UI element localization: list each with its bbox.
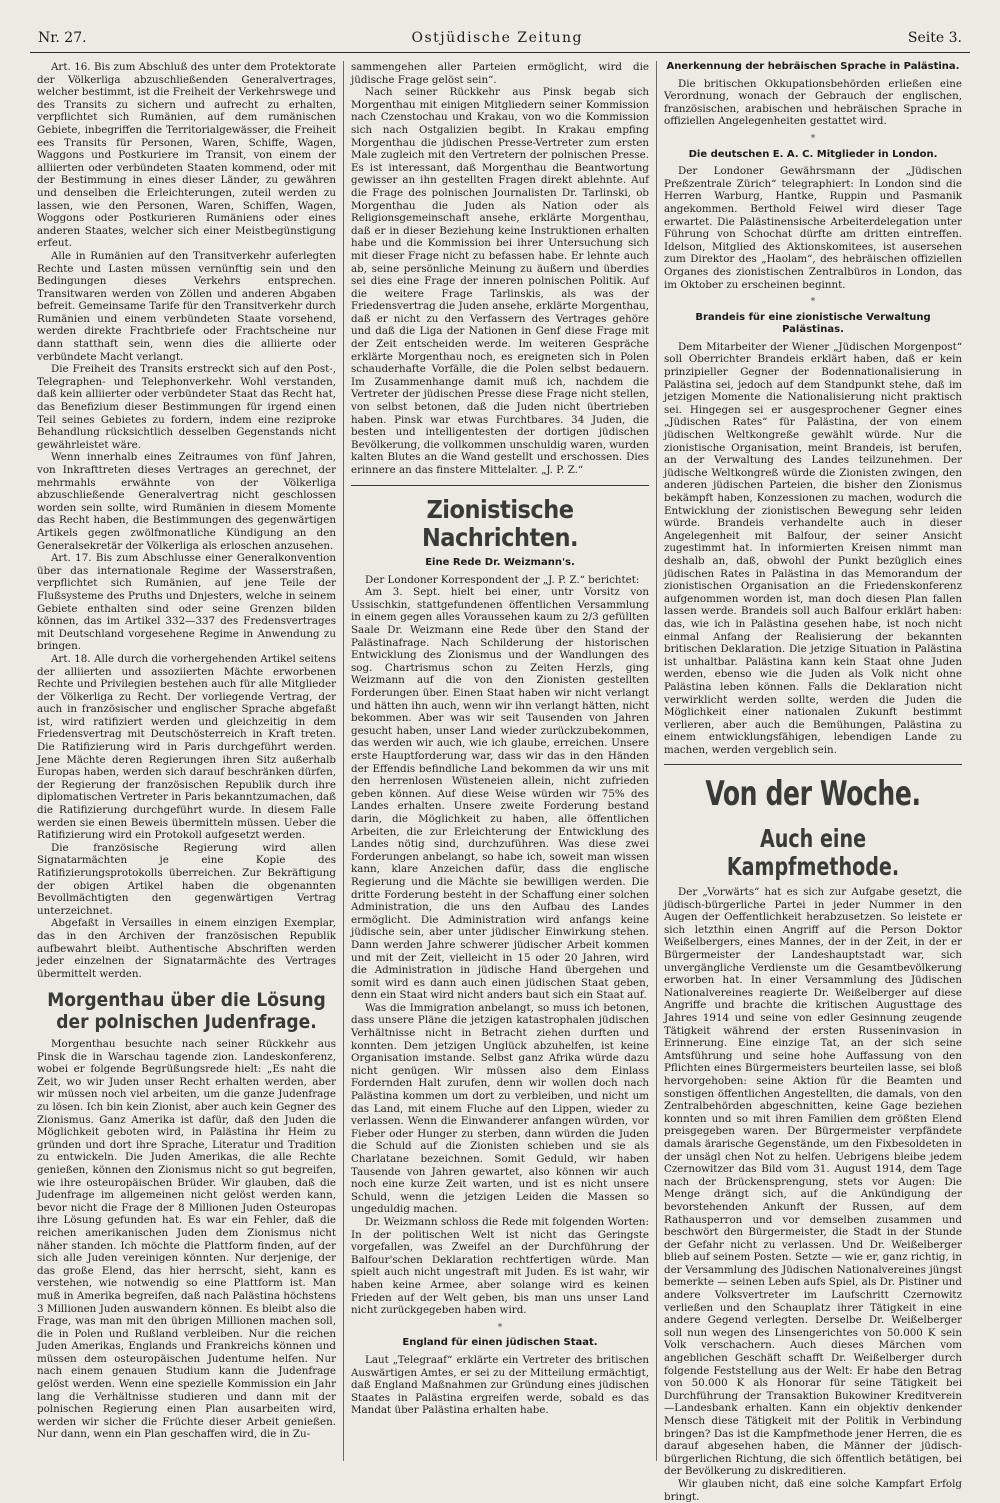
masthead bbox=[30, 30, 970, 53]
article-16-text-4: Wenn innerhalb eines Zeitraumes von fünf Jahren, von Inkrafttreten dieses Vertrages an gerechnet, der mehrmahls erwähnte von der Völkerliga abzuschließende Generalvertrag nicht geschlossen worden sein sollte, wird Rumänien in diesem Momente das Recht haben, die Bestimmungen des gegenwärtigen Artikels gegen zwölfmonatliche Kündigung an den Generalsekretär der Völkerliga als erloschen anzusehen. bbox=[37, 451, 336, 552]
column-2 bbox=[343, 61, 656, 1461]
article-16-text-2: Alle in Rumänien auf den Transitverkehr auferlegten Rechte und Lasten müssen vernünftig sein und den Bedingungen dieses Verkehrs entsprechen. Transitwaren werden von Zöllen und anderen Abgaben befreit. Gemeinsame Tarife für den Transitverkehr durch Rumänien und einem verbündeten Staate vorsehend, werden direkte Frachtbriefe oder Frachtscheine nur dann statthaft sein, wenn dies die alliierte oder verbündete Macht verlangt. bbox=[37, 249, 336, 363]
subheading-england: England für einen jüdischen Staat. bbox=[402, 1337, 598, 1349]
section-divider-2 bbox=[664, 764, 962, 765]
morgenthau-article-text: Morgenthau besuchte nach seiner Rückkehr aus Pinsk die in Warschau tagende zion. Landeskonferenz, wobei er folgende Begrüßungsrede hielt: „Es naht die Zeit, wo wir Juden unser Recht erhalten werden, aber wir müssen noch viel arbeiten, um die ganze Judenfrage zu lösen. Ich bin kein Zionist, aber auch kein Gegner des Zionismus. Ganz Amerika ist dafür, daß den Juden die Möglichkeit geboten wird, in Palästina ihr Heim zu gründen und dort ihre Sprache, Literatur und Tradition zu entwickeln. Die Juden Amerikas, die alle Rechte genießen, können den Zionismus nicht so gut begreifen, wie ihre osteuropäischen Brüder. Wir glauben, daß die Judenfrage im allgemeinen nicht gelöst werden kann, bevor nicht die Frage der 8 Millionen Juden Osteuropas ihre Lösung gefunden hat. Es war ein Fehler, daß die reichen amerikanischen Juden dem Zionismus nicht näher standen. Ich möchte die Plattform finden, auf der sich alle Juden vereinigen könnten. Nur derjenige, der das große Elend, das hier herrscht, sieht, kann es verstehen, wie notwendig so eine Plattform ist. Man muß in Amerika begreifen, daß nach Palästina höchstens 3 Millionen Juden auswandern können. Es bleibt also die Frage, was man mit den übrigen Millionen machen soll, die in Polen und Rußland verbleiben. Nur die reichen Juden Amerikas, Englands und Frankreichs können und müssen dem osteuropäischen Judentume helfen. Nur nach einem genauen Studium kann die Judenfrage gelöst werden. Wenn eine spezielle Kommission ein Jahr lang die Verhältnisse studieren und dann mit der polnischen Regierung einen Plan ausarbeiten wird, werden wir sicher die Früchte dieser Arbeit genießen. Nur dann, wenn ein Plan geschaffen wird, die in Zu- bbox=[37, 1038, 336, 1441]
morgenthau-continued: sammengehen aller Parteien ermöglicht, wird die jüdische Frage gelöst sein“. bbox=[351, 61, 649, 86]
separator-star: * bbox=[497, 1322, 503, 1333]
morgenthau-krakau-text: Nach seiner Rückkehr aus Pinsk begab sich Morgenthau mit einigen Mitgliedern seiner Kommission nach Czenstochau und Krakau, von wo die Kommission sich nach Ostgalizien begibt. In Krakau empfing Morgenthau die jüdischen Presse-Vertreter zum ersten Male zugleich mit den Vertretern der polnischen Presse. Es ist interessant, daß Morgenthau die Beantwortung gewisser an ihn gestellten Fragen direkt ablehnte. Auf die Frage des polnischen Journalisten Dr. Tarlinski, ob Morgenthau die Juden als Nation oder als Religionsgemeinschaft ansehe, erklärte Morgenthau, daß er in dieser Beziehung keine Instruktionen erhalten habe und die Kommission bei ihrer Untersuchung sich mit dieser Frage nicht zu befassen habe. Er lehnte auch ab, seine persönliche Meinung zu äußern und überdies sei dies eine Frage der inneren polnischen Politik. Auf die weitere Frage Tarlinskis, als was der Friedensvertrag die Juden ansehe, erklärte Morgenthau, daß er nicht zu den Verfassern des Vertrages gehöre und daß die Liga der Nationen in Genf diese Frage mit der Zeit entscheiden werde. Im weiteren Gespräche erklärte Morgenthau noch, es ereigneten sich in Polen schauderhafte Vorfälle, die die Polen selbst bedauern. Im Zusammenhange damit muß ich, nachdem die Vertreter der jüdischen Presse diese Frage nicht stellen, von selbst betonen, daß die Juden nicht übertrieben haben. Pinsk war etwas Furchtbares. 34 Juden, die besten und intelligentesten der dortigen jüdischen Bevölkerung, die vollkommen unschuldig waren, wurden kalten Blutes an die Wand gestellt und erschossen. Dies erinnere an das finstere Mittelalter. „J. P. Z.“ bbox=[351, 86, 649, 476]
weizmann-immigration-text: Was die Immigration anbelangt, so muss ich betonen, dass unsere Pläne die jetzigen katastrophalen jüdischen Verhältnisse nicht in Betracht ziehen durften und konnten. Dem jetzigen Unglück abzuhelfen, ist keine Organisation imstande. Selbst ganz Afrika würde dazu nicht genügen. Wir müssen also dem Einlass Fordernden Halt zurufen, denn wir wollen doch nach Palästina kommen um dort zu verbleiben, und nicht um das Land, mit einem Fluche auf den Lippen, wieder zu verlassen. Wenn die Einwanderer anfangen würden, vor Fieber oder Hunger zu sterben, dann würden die Juden die Schuld auf die Zionisten schieben und sie als Charlatane bezeichnen. Somit Geduld, wir haben Tausende von Jahren gewartet, also können wir auch noch eine kurze Zeit warten, und ist es nicht unsere Schuld, wenn die jetzigen Leiden die Massen so ungeduldig machen. bbox=[351, 1001, 649, 1216]
article-16-text: Art. 16. Bis zum Abschluß des unter dem Protektorate der Völkerliga abzuschließenden Generalvertrages, welcher bestimmt, ist die Freiheit der Verkehrswege und des Transits zu sichern und aufrecht zu erhalten, verpflichtet sich Rumänien, auf dem rumänischen Gebiete, inbegriffen die Territorialgewässer, die Freiheit ees Transits für Personen, Waren, Schiffe, Wagen, Waggons und Postkuriere im Transit, von einem der alliierten oder verbündeten Staaten kommend, oder mit der Bestimmung in eines dieser Länder, zu gewähren und denselben die Erleichterungen, zuteil werden zu lassen, wie den Personen, Waren, Schiffen, Wagen, Woggons oder Postkurieren Rumäniens oder eines anderen Staates, welcher sich einer Meistbegünstigung erfeut. bbox=[37, 61, 336, 250]
weizmann-speech-text: Am 3. Sept. hielt bei einer, untr Vorsitz von Ussischkin, stattgefundenen öffentlichen Versammlung in einem gegen alles Voraussehen kaum zu 2/3 gefüllten Saale Dr. Weizmann eine Rede über den Stand der Palästinafrage. Nach Schilderung der historischen Entwicklung des Zionismus und der Wandlungen des sog. Chartrismus schon zu Zeiten Herzls, ging Weizmann auf die von den Zionisten gestellten Forderungen über. Einen Staat haben wir nicht verlangt und hätten ihn auch, wenn wir ihn verlangt hätten, nicht bekommen. Aber was wir seit Tausenden von Jahren gesucht haben, unser Land wieder zurückzubekommen, das werden wir auch, wie ich glaube, erreichen. Unsere erste Hauptforderung war, dass wir das in den Händen der Effendis befindliche Land bekommen da wir uns mit den herrenlosen Wüsteneien allein, nicht zufrieden geben können. Auf diese Weise würden wir 75% des Landes erhalten. Unsere zweite Forderung bestand darin, die Möglichkeit zu haben, alle öffentlichen Arbeiten, die zur Erleichterung der Entwicklung des Landes nötig sind, durchzuführen. Was diese zwei Forderungen anbelangt, so habe ich, soweit man wissen kann, klare Anzeichen dafür, dass die englische Regierung und die Mächte sie bewilligen werden. Die dritte Forderung besteht in der Schaffung einer solchen Administration, die uns den Aufbau des Landes ermöglicht. Die Administration wird anfangs keine jüdische sein, aber unter jüdischer Einwirkung stehen. Dann werden Jahre schwerer jüdischer Arbeit kommen und mit der Zeit, vielleicht in 15 oder 20 Jahren, wird die Administration in jüdische Hand übergehen und somit wird es dann auch einen jüdischen Staat geben, denn ein Staat wird nicht anders baut sich ein Staat auf. bbox=[351, 586, 649, 1002]
section-divider bbox=[351, 485, 649, 486]
page-number: Seite 3. bbox=[907, 30, 962, 46]
england-article-text: Laut „Telegraaf“ erklärte ein Vertreter des britischen Auswärtigen Amtes, er sei zu der Mitteilung ermächtigt, daß England Maßnahmen zur Gründung eines jüdischen Staates in Palästina ergreifen werde, sobald es das Mandat über Palästina erhalten habe. bbox=[351, 1353, 649, 1417]
separator-star-1: * bbox=[810, 133, 816, 144]
article-18-text: Art. 18. Alle durch die vorhergehenden Artikel seitens der alliierten und assoziierten Mächte erworbenen Rechte und Privilegien bestehen auch für alle Mitglieder der Völkerliga zu Recht. Der vorliegende Vertrag, der auch in französischer und englischer Sprache abgefaßt ist, wird ratifiziert werden und gleichzeitig in dem Friedensvertrag mit Deutschösterreich in Kraft treten. Die Ratifizierung wird in Paris durchgeführt werden. Jene Mächte deren Regierungen ihren Sitz außerhalb Europas haben, werden sich darauf beschränken dürfen, der Regierung der französischen Republik durch ihre diplomatischen Vertreter in Paris bekanntzumachen, daß die Ratifizierung durchgeführt wurde. In diesem Falle werden sie einen Beweis übermitteln müssen. Ueber die Ratifizierung wird ein Protokoll aufgesetzt werden. bbox=[37, 652, 336, 842]
separator-star-2: * bbox=[810, 297, 816, 308]
headline-zionistische-nachrichten: Zionistische Nachrichten. bbox=[421, 494, 579, 553]
article-17-text: Art. 17. Bis zum Abschlusse einer Generalkonvention über das internationale Regime der Wasserstraßen, verpflichtet sich Rumänien, auf jene Teile der Flußsysteme des Pruths und Dnjesters, welche in seinem Gebiete enthalten sind oder seine Grenzen bilden können, das im Artikel 332—337 des Fredensvertrages mit Deutschland vorgesehene Regime in Anwendung zu bringen. bbox=[37, 552, 336, 653]
brandeis-article-text: Dem Mitarbeiter der Wiener „Jüdischen Morgenpost“ soll Oberrichter Brandeis erklärt haben, daß er kein prinzipieller Gegner der Bodennationalisierung in Palästina sei, jedoch auf dem Standpunkt stehe, daß im jetzigen Momente die Nationalisierung nicht praktisch sei. Hingegen sei er ausgesprochener Gegner eines „Jüdischen Rates“ für Palästina, der von einem jüdischen Weltkongreße gewählt würde. Nur die zionistische Organisation, meint Brandeis, ist berufen, an der Verwaltung des Landes teilzunehmen. Der jüdische Weltkongreß würde die Zionisten zwingen, den anderen jüdischen Parteien, die bisher den Zionismus bekämpft haben, Konzessionen zu machen, wodurch die Entwicklung der zionistischen Bewegung sehr leiden würde. Brandeis verhandelte auch in dieser Angelegenheit mit Balfour, der seiner Ansicht zugestimmt hat. In informierten Kreisen nimmt man deshalb an, daß, obwohl der Punkt bezüglich eines jüdischen Rates in Palästina in das Memorandum der zionistischen Organisation an die Friedenskonferenz aufgenommen worden ist, man doch diesen Plan fallen lassen werde. Brandeis soll auch Balfour erklärt haben: das, wie ich in Palästina gesehen habe, ist noch nicht einmal Anfang der Realisierung der bekannten britischen Deklaration. Die jetzige Situation in Palästina ist unhaltbar. Palästina kann kein Staat ohne Juden werden, ebenso wie die Juden als Volk nicht ohne Palästina leben können. Falls die Deklaration nicht verwirklicht werden sollte, werden die Juden die Möglichkeit einer nationalen Zukunft bestimmt verlieren, aber auch die Bemühungen, Palästina zu einem entwicklungsfähigen, lebendigen Lande zu machen, werden vergeblich sein. bbox=[664, 340, 962, 756]
columns bbox=[30, 61, 970, 1503]
column-1 bbox=[30, 61, 343, 1461]
subheading-weizmann: Eine Rede Dr. Weizmann's. bbox=[425, 557, 575, 569]
weizmann-closing-text: Dr. Weizmann schloss die Rede mit folgenden Worten: In der politischen Welt ist nicht das Geringste vorgefallen, was Zweifel an der Durchführung der Balfour'schen Deklaration rechtfertigen würde. Man spielt auch nicht ungestraft mit Juden. Es ist wahr, wir haben keine Armee, aber solange wird es keinen Frieden auf der Welt geben, bis man uns unser Land nicht zurückgegeben haben wird. bbox=[351, 1215, 649, 1317]
article-18-text-3: Abgefaßt in Versailles in einem einzigen Exemplar, das in den Archiven der französischen Republik aufbewahrt bleibt. Authentische Abschriften werden jeder einzelnen der Signatarmächte des Vertrages übermittelt werden. bbox=[37, 917, 336, 980]
hebrew-language-text: Die britischen Okkupationsbehörden erließen eine Verordnung, wonach der Gebrauch der englischen, französischen, arabischen und hebräischen Sprache in offiziellen Angelegenheiten gestattet wird. bbox=[664, 77, 962, 128]
article-18-text-2: Die französische Regierung wird allen Signatarmächten je eine Kopie des Ratifizierungsprotokolls überreichen. Zur Bekräftigung der obigen Artikel haben die obgenannten Bevollmächtigten den gegenwärtigen Vertrag unterzeichnet. bbox=[37, 841, 336, 917]
kampfmethode-closing-text: Wir glauben nicht, daß eine solche Kampfart Erfolg bringt. bbox=[664, 1477, 962, 1503]
headline-morgenthau: Morgenthau über die Lösung der polnischen Judenfrage. bbox=[47, 989, 326, 1034]
headline-kampfmethode: Auch eine Kampfmethode. bbox=[726, 823, 900, 882]
subheading-eac-members: Die deutschen E. A. C. Mitglieder in London. bbox=[688, 148, 938, 160]
issue-number: Nr. 27. bbox=[38, 30, 87, 46]
kampfmethode-article-text: Der „Vorwärts“ hat es sich zur Aufgabe gesetzt, die jüdisch-bürgerliche Partei in jeder Nummer in den Augen der Oeffentlichkeit herabzusetzen. So leistete er sich letzthin einen Angriff auf die Person Doktor Weißelbergers, eines Mannes, der in der Zeit, in der er Bürgermeister der Landeshauptstadt war, sich unvergängliche Verdienste um die Gesamtbevölkerung erworben hat. In einer Versammlung des Jüdischen Nationalvereines reagierte Dr. Weißelberger auf diese Angriffe und brachte die kritischen Augusttage des Jahres 1914 und seine von edler Gesinnung zeugende Tätigkeit während der ersten Russeninvasion in Erinnerung. Eine einzige Tat, an der sich seine Amtsführung und seine hohe Auffassung von den Pflichten eines Bürgermeisters beurteilen lasse, sei bloß hervorgehoben: seine Aktion für die Beamten und sonstigen öffentlichen Angestellten, die damals, von den Zentralbehörden abgeschnitten, keine Gage beziehen konnten und so mit ihren Familien dem größten Elend preisgegeben waren. Der Bürgermeister verpfändete damals ärarische Gegenstände, um den Fixbesoldeten in der unsägl chen Not zu helfen. Uebrigens bleibe jedem Czernowitzer das Bild vom 31. August 1914, dem Tage nach der Brückensprengung, stets vor Augen: Die Menge drängt sich, auf die Ankündigung der bevorstehenden Ankunft der Russen, auf dem Rathausperron und vor demselben zusammen und beschwört den Bürgermeister, die Stadt in der Stunde der Gefahr nicht zu verlassen. Und Dr. Weißelberger blieb auf seinem Posten. Setzte — wie er, ganz richtig, in der Versammlung des Jüdischen Nationalvereines jüngst bemerkte — seinen Leben aufs Spiel, als Dr. Pistiner und andere Volksvertreter im Laufschritt Czernowitz verließen und den Schauplatz ihrer Tätigkeit in eine andere Gegend verlegten. Derselbe Dr. Weißelberger soll nun wegen des Linsengerichtes von 50.000 K sein Volk verschachern. Auch dieses Märchen vom angeblichen Geschäft schafft Dr. Weißelberger durch folgende Feststellung aus der Welt: Er habe den Betrag von 50.000 K als Honorar für seine Tätigkeit bei Durchführung der Transaktion Bukowiner Kreditverein—Landesbank erhalten. Kann ein objektiv denkender Mensch diese Tätigkeit mit der Politik in Verbindung bringen? Das ist die Kampfmethode jener Herren, die es darauf abgesehen haben, die Männer der jüdisch-bürgerlichen Richtung, die sich öffentlich betätigen, bei der Bevölkerung zu diskreditieren. bbox=[664, 886, 962, 1478]
newspaper-title: Ostjüdische Zeitung bbox=[411, 30, 583, 46]
weizmann-intro: Der Londoner Korrespondent der „J. P. Z.“ berichtet: bbox=[365, 573, 640, 586]
column-3 bbox=[656, 61, 969, 1503]
subheading-brandeis: Brandeis für eine zionistische Verwaltung Palästinas. bbox=[695, 311, 931, 336]
headline-von-der-woche: Von der Woche. bbox=[705, 774, 921, 815]
eac-members-text: Der Londoner Gewährsmann der „Jüdischen Preßzentrale Zürich“ telegraphiert: In London sind die Herren Warburg, Hantke, Ruppin und Pasmanik angekommen. Berthold Feiwel wird dieser Tage erwartet. Die Palästinensische Arbeiterdelegation unter Führung von Schochat dürfte am dritten eintreffen. Idelson, Mitglied des Aktionskomitees, ist ausersehen zum Direktor des „Haolam“, des hebräischen offiziellen Organes des zionistischen Zentralbüros in London, das im Oktober zu erscheinen beginnt. bbox=[664, 165, 962, 291]
subheading-hebrew-language: Anerkennung der hebräischen Sprache in Palästina. bbox=[666, 61, 960, 72]
article-16-text-3: Die Freiheit des Transits erstreckt sich auf den Post-, Telegraphen- und Telephonverkehr. Wohl verstanden, daß kein alliierter oder verbündeter Staat das Recht hat, das Benefizium dieser Bestimmungen für irgend einen Teil seines Gebietes zu fordern, indem eine reziproke Behandlung rücksichtlich desselben Gegenstands nicht gewährleistet wäre. bbox=[37, 363, 336, 451]
